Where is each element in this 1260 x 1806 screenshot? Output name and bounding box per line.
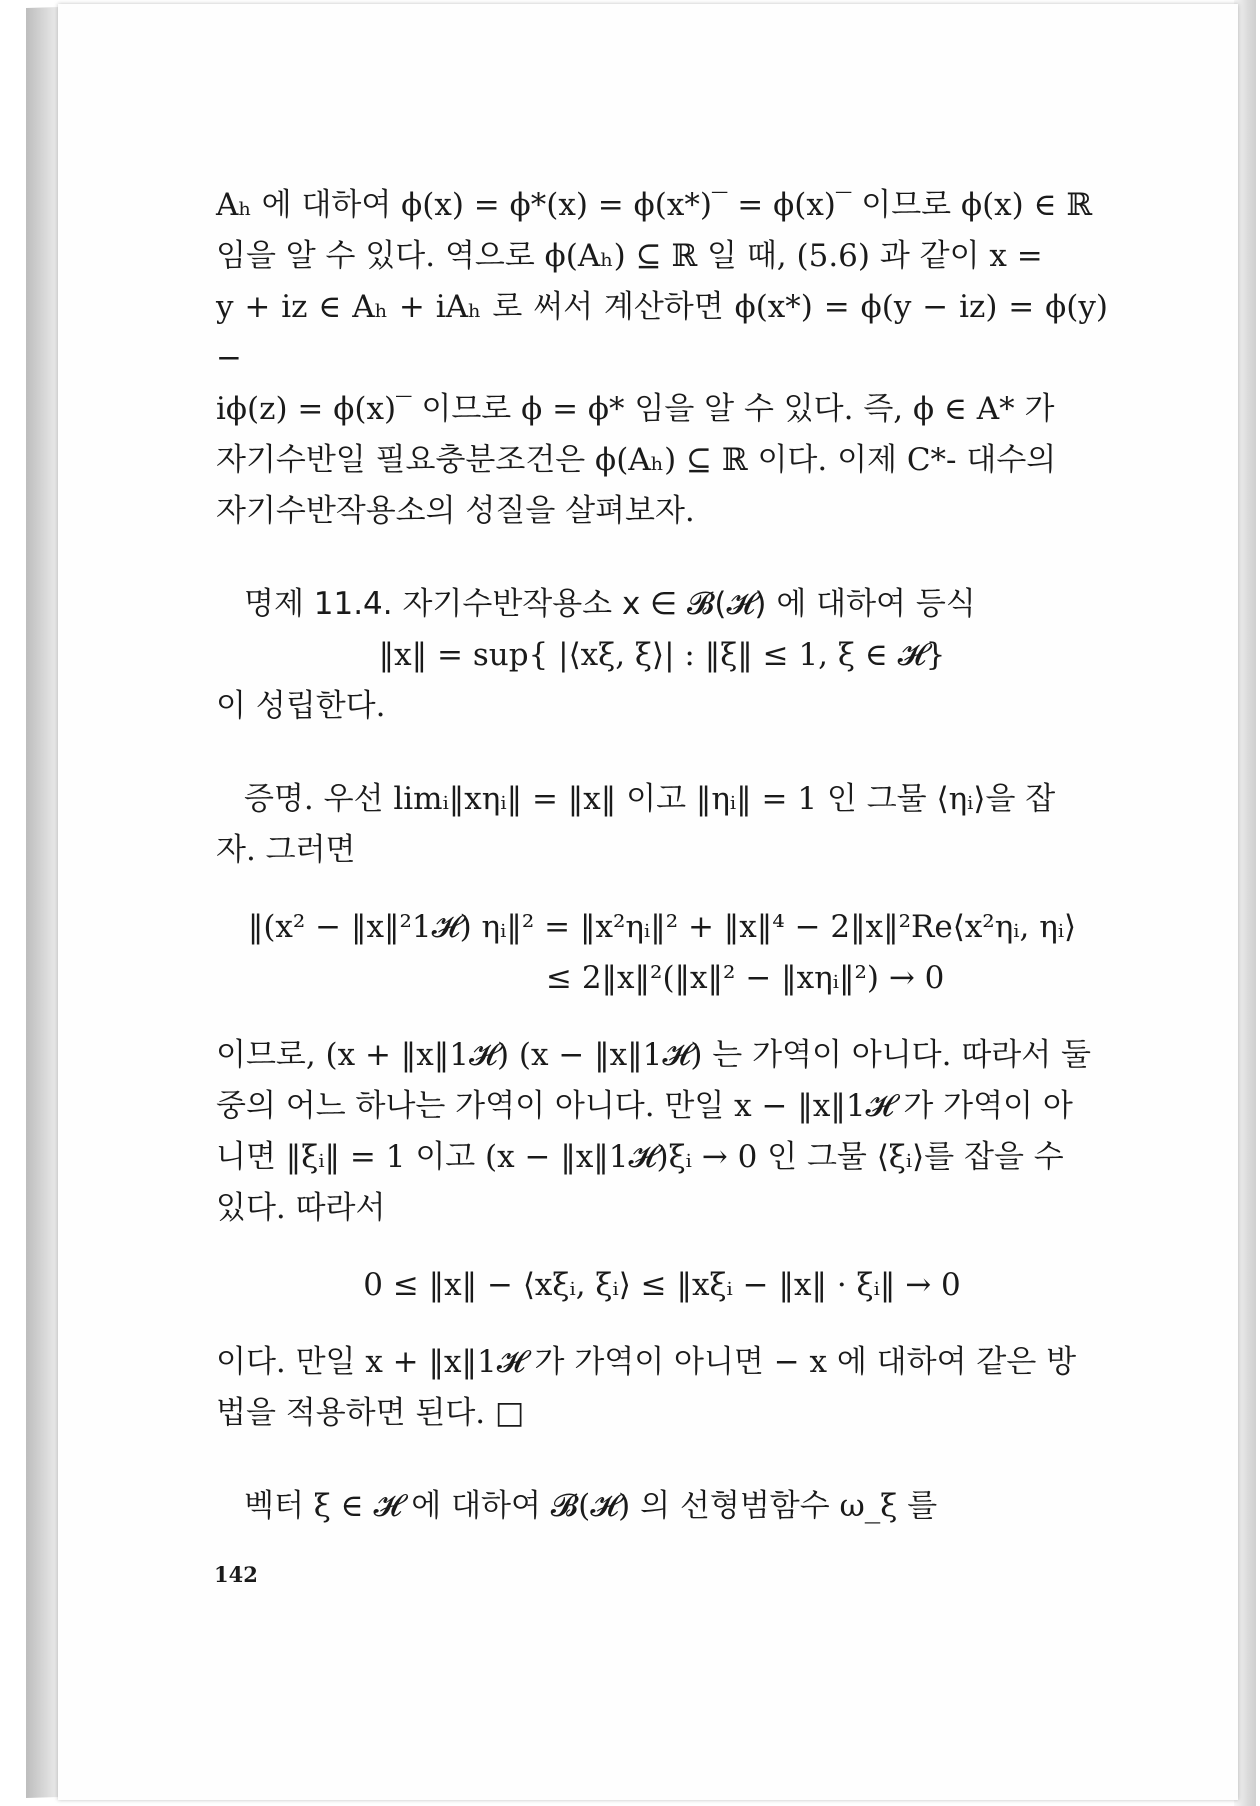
- proof-line: 니면 ‖ξᵢ‖ = 1 이고 (x − ‖x‖1𝓗)ξᵢ → 0 인 그물 ⟨ξᵢ⟩를 잡을 수: [216, 1139, 1064, 1175]
- proof-line: 증명. 우선 limᵢ‖xηᵢ‖ = ‖x‖ 이고 ‖ηᵢ‖ = 1 인 그물 ⟨ηᵢ⟩을 잡: [244, 781, 1056, 817]
- proposition-11-4: [216, 579, 1108, 732]
- display-equation: ‖(x² − ‖x‖²1𝓗) ηᵢ‖² = ‖x²ηᵢ‖² + ‖x‖⁴ − 2‖x‖²Re⟨x²ηᵢ, ηᵢ⟩: [247, 909, 1077, 945]
- text-line: 벡터 ξ ∈ 𝓗 에 대하여 𝓑(𝓗) 의 선형범함수 ω_ξ 를: [244, 1488, 938, 1524]
- page-number: 142: [214, 1562, 258, 1587]
- closing-paragraph: [216, 1481, 1108, 1532]
- paragraph-self-adjoint-functional: [216, 180, 1108, 537]
- text-line: 자기수반일 필요충분조건은 ϕ(Aₕ) ⊆ ℝ 이다. 이제 C*- 대수의: [216, 442, 1057, 478]
- proof-block: [216, 774, 1108, 1439]
- page-content: [216, 180, 1108, 1532]
- text-line: 자기수반작용소의 성질을 살펴보자.: [216, 493, 695, 529]
- text-line: 임을 알 수 있다. 역으로 ϕ(Aₕ) ⊆ ℝ 일 때, (5.6) 과 같이 x =: [216, 238, 1043, 274]
- page-stack-edge-left: [26, 7, 60, 1798]
- text-line: Aₕ 에 대하여 ϕ(x) = ϕ*(x) = ϕ(x*)‾ = ϕ(x)‾ 이므로 ϕ(x) ∈ ℝ: [216, 187, 1093, 223]
- proof-line: 있다. 따라서: [216, 1190, 386, 1226]
- proof-line: 법을 적용하면 된다. □: [216, 1395, 525, 1431]
- proposition-conclusion: 이 성립한다.: [216, 688, 386, 724]
- proof-line: 이므로, (x + ‖x‖1𝓗) (x − ‖x‖1𝓗) 는 가역이 아니다. 따라서 둘: [216, 1037, 1091, 1073]
- proof-line: 자. 그러면: [216, 832, 356, 868]
- text-line: y + iz ∈ Aₕ + iAₕ 로 써서 계산하면 ϕ(x*) = ϕ(y − iz) = ϕ(y) −: [216, 289, 1108, 376]
- proof-line: 중의 어느 하나는 가역이 아니다. 만일 x − ‖x‖1𝓗 가 가역이 아: [216, 1088, 1073, 1124]
- proposition-equation: ‖x‖ = sup{ |⟨xξ, ξ⟩| : ‖ξ‖ ≤ 1, ξ ∈ 𝓗}: [378, 637, 946, 673]
- display-equation: ≤ 2‖x‖²(‖x‖² − ‖xηᵢ‖²) → 0: [546, 960, 945, 996]
- proposition-heading: 명제 11.4. 자기수반작용소 x ∈ 𝓑(𝓗) 에 대하여 등식: [244, 586, 976, 622]
- text-line: iϕ(z) = ϕ(x)‾ 이므로 ϕ = ϕ* 임을 알 수 있다. 즉, ϕ ∈ A* 가: [216, 391, 1055, 427]
- display-equation: 0 ≤ ‖x‖ − ⟨xξᵢ, ξᵢ⟩ ≤ ‖xξᵢ − ‖x‖ · ξᵢ‖ → 0: [363, 1267, 961, 1303]
- proof-line: 이다. 만일 x + ‖x‖1𝓗 가 가역이 아니면 − x 에 대하여 같은 방: [216, 1344, 1077, 1380]
